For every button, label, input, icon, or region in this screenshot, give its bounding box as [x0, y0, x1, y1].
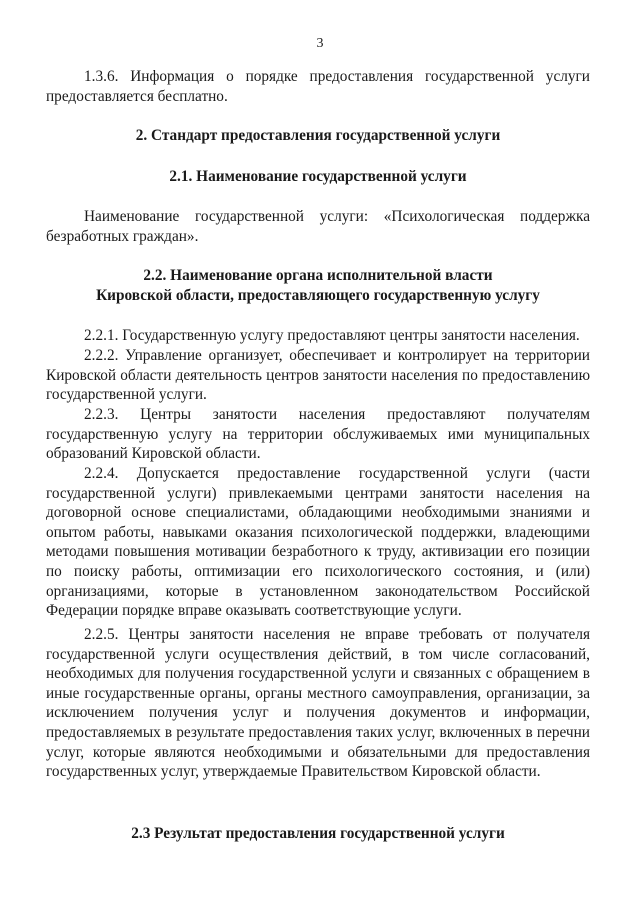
page-number: 3: [316, 36, 324, 51]
section-2-3-title: 2.3 Результат предоставления государственной услуги: [131, 825, 505, 842]
section-2-title: 2. Стандарт предоставления государственной услуги: [135, 127, 501, 144]
paragraph-2-2-5: 2.2.5. Центры занятости населения не вправе требовать от получателя государственной услуги осуществления действий, в том числе согласований, необходимых для получения государственной услуги и связанных с обращением в иные государственные органы, органы местного самоуправления, организации, за исключением получения услуг и получения документов и информации, предоставляемых в результате предоставления таких услуг, включенных в перечни услуг, которые являются необходимыми и обязательными для предоставления государственных услуг, утверждаемые Правительством Кировской области.: [46, 626, 590, 781]
paragraph-2-1: Наименование государственной услуги: «Психологическая поддержка безработных граждан».: [46, 208, 590, 245]
section-2-1-title: 2.1. Наименование государственной услуги: [169, 168, 467, 185]
paragraph-2-2-3: 2.2.3. Центры занятости населения предоставляют получателям государственную услугу на территории обслуживаемых ими муниципальных образований Кировской области.: [46, 406, 590, 463]
section-2-2-title-line1: 2.2. Наименование органа исполнительной власти: [143, 267, 493, 284]
paragraph-2-2-1: 2.2.1. Государственную услугу предоставляют центры занятости населения.: [84, 327, 580, 344]
paragraph-2-2-4: 2.2.4. Допускается предоставление государственной услуги (части государственной услуги) привлекаемыми центрами занятости населения на договорной основе специалистами, обладающими необходимыми знаниями и опытом работы, навыками оказания психологической поддержки, владеющими методами повышения мотивации безработного к труду, активизации его позиции по поиску работы, оптимизации его психологического состояния, и (или) организациями, которые в установленном законодательством Российской Федерации порядке вправе оказывать соответствующие услуги.: [46, 465, 590, 620]
section-2-2-title-line2: Кировской области, предоставляющего государственную услугу: [96, 287, 540, 304]
paragraph-1-3-6: 1.3.6. Информация о порядке предоставления государственной услуги предоставляется бесплатно.: [46, 68, 590, 105]
paragraph-2-2-2: 2.2.2. Управление организует, обеспечивает и контролирует на территории Кировской области деятельность центров занятости населения по предоставлению государственной услуги.: [46, 347, 590, 404]
